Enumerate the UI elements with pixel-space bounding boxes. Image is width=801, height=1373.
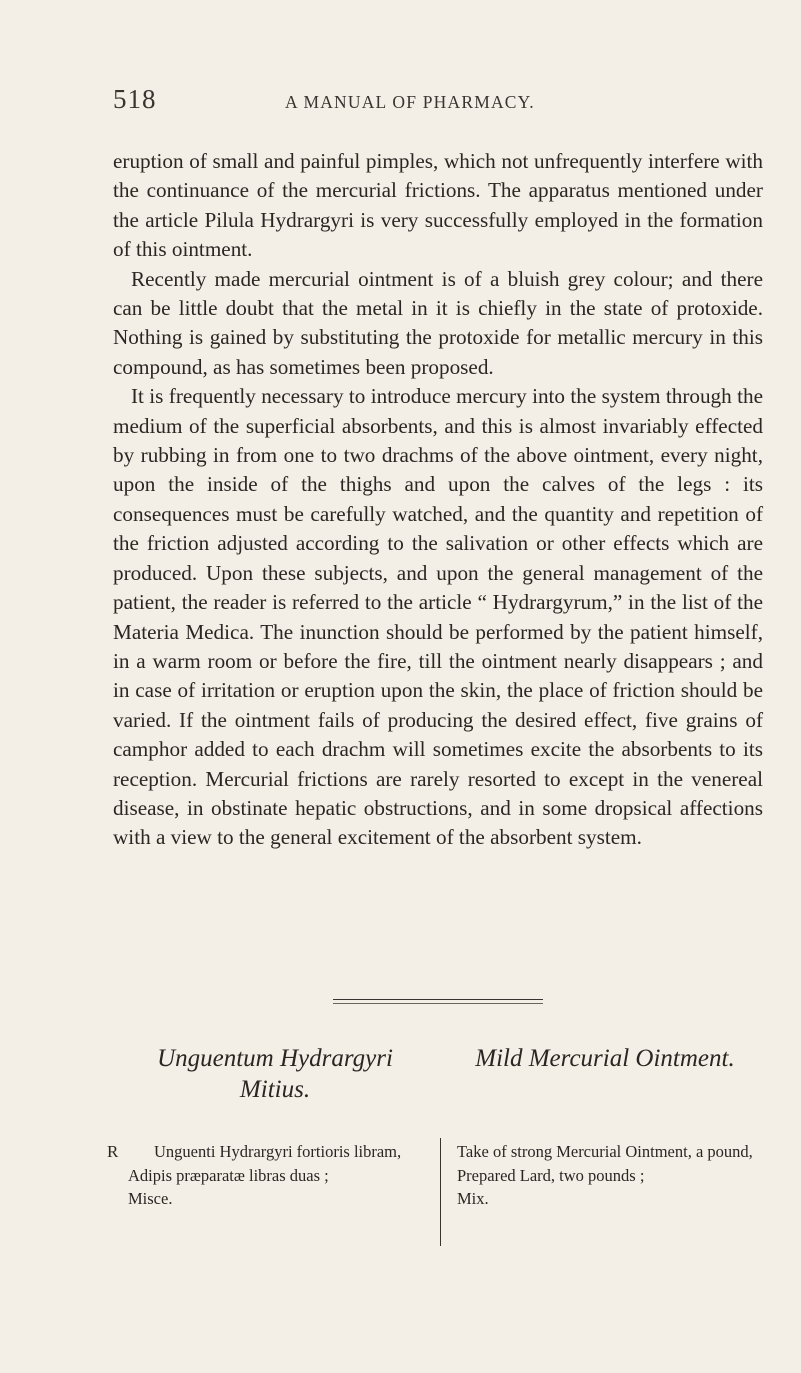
column-divider [440, 1138, 441, 1246]
paragraph-1: eruption of small and painful pimples, which not unfrequently interfere with the continuance of the mercurial frictions. The apparatus mentioned under the article Pilula Hydrargyri is very successfully employed in the formation of this ointment. [113, 149, 763, 262]
recipe-symbol: R [107, 1142, 119, 1161]
english-line-1: Take of strong Mercurial Ointment, a pound, [457, 1142, 753, 1161]
section-divider-rule [333, 999, 543, 1000]
english-formula-title: Mild Mercurial Ointment. [475, 1045, 735, 1072]
english-line-3: Mix. [457, 1189, 489, 1208]
english-formula-column [457, 1140, 767, 1211]
running-title: A MANUAL OF PHARMACY. [285, 92, 535, 112]
page-number: 518 [113, 84, 157, 114]
latin-line-1 [107, 1140, 420, 1164]
section-divider-rule-secondary [333, 1003, 543, 1004]
latin-line-3: Misce. [128, 1189, 173, 1208]
body-text [113, 147, 763, 853]
latin-formula-title: Unguentum Hydrargyri Mitius. [157, 1045, 393, 1103]
english-line-2: Prepared Lard, two pounds ; [457, 1165, 645, 1185]
running-head [113, 84, 763, 116]
latin-line-1-text: Unguenti Hydrargyri fortioris libram, [154, 1142, 402, 1161]
latin-formula-column [107, 1140, 420, 1211]
latin-line-2: Adipis præparatæ libras duas ; [128, 1165, 329, 1185]
paragraph-2: Recently made mercurial ointment is of a bluish grey colour; and there can be little doubt that the metal in it is chiefly in the state of protoxide. Nothing is gained by substituting the protoxide for metallic mercury in this compound, as has sometimes been proposed. [113, 266, 763, 379]
paragraph-3: It is frequently necessary to introduce mercury into the system through the medium of the superficial absorbents, and this is almost invariably effected by rubbing in from one to two drachms of the above ointment, every night, upon the inside of the thighs and upon the calves of the legs : its consequences must be carefully watched, and the quantity and repetition of the friction adjusted according to the salivation or other effects which are produced. Upon these subjects, and upon the general management of the patient, the reader is referred to the article “ Hydrargyrum,” in the list of the Materia Medica. The inunction should be performed by the patient himself, in a warm room or before the fire, till the ointment nearly disappears ; and in case of irritation or eruption upon the skin, the place of friction should be varied. If the ointment fails of producing the desired effect, five grains of camphor added to each drachm will sometimes excite the absorbents to its reception. Mercurial frictions are rarely resorted to except in the venereal disease, in obstinate hepatic obstructions, and in some dropsical affections with a view to the general excitement of the absorbent system. [113, 384, 763, 850]
